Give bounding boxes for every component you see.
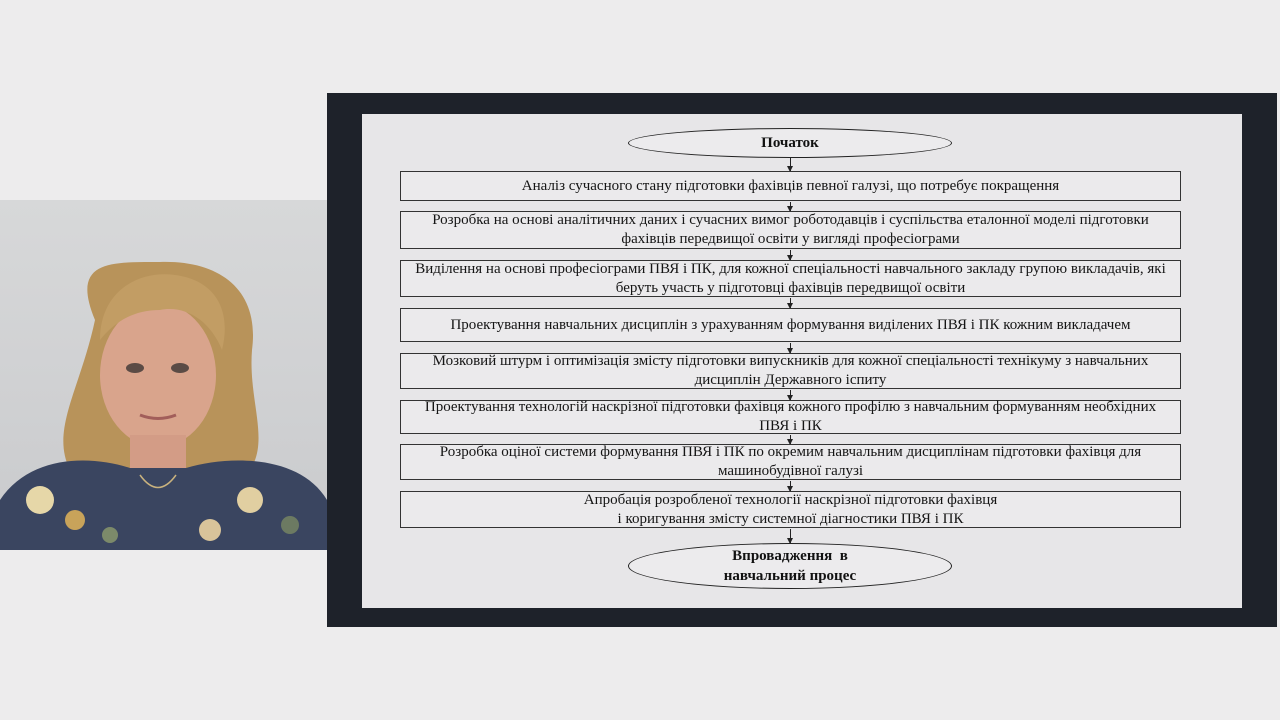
flow-arrow — [790, 298, 791, 308]
flow-start-oval — [628, 128, 952, 158]
flow-step-3: Виділення на основі професіограми ПВЯ і ПК, для кожної спеціальності навчального закладу групою викладачів, які беруть участь у підготовці фахівців передвищої освіти — [400, 260, 1181, 297]
flow-arrow — [790, 481, 791, 491]
flow-step-8: Апробація розробленої технології наскрізної підготовки фахівця і коригування змісту системної діагностики ПВЯ і ПК — [400, 491, 1181, 528]
flow-step-7: Розробка оціної системи формування ПВЯ і ПК по окремим навчальним дисциплінам підготовки фахівця для машинобудівної галузі — [400, 444, 1181, 480]
flow-arrow — [790, 529, 791, 543]
flow-end-label-line1: Впровадження в — [732, 548, 848, 564]
flow-start-label: Початок — [761, 135, 819, 151]
flow-arrow — [790, 157, 791, 171]
flowchart — [362, 114, 1242, 608]
speaker-video — [0, 200, 327, 550]
flow-step-4: Проектування навчальних дисциплін з урахуванням формування виділених ПВЯ і ПК кожним викладачем — [400, 308, 1181, 342]
flow-arrow — [790, 202, 791, 211]
flow-step-5: Мозковий штурм і оптимізація змісту підготовки випускників для кожної спеціальності технікуму з навчальних дисциплін Державного іспиту — [400, 353, 1181, 389]
flow-end-oval — [628, 543, 952, 589]
slide — [362, 114, 1242, 608]
flow-step-6: Проектування технологій наскрізної підготовки фахівця кожного профілю з навчальним формуванням необхідних ПВЯ і ПК — [400, 400, 1181, 434]
flow-arrow — [790, 250, 791, 260]
speaker-portrait — [0, 200, 327, 550]
flow-step-1: Аналіз сучасного стану підготовки фахівців певної галузі, що потребує покращення — [400, 171, 1181, 201]
flow-step-2: Розробка на основі аналітичних даних і сучасних вимог роботодавців і суспільства еталонної моделі підготовки фахівців передвищої освіти у вигляді професіограми — [400, 211, 1181, 249]
flow-end-label-line2: навчальний процес — [723, 568, 857, 584]
